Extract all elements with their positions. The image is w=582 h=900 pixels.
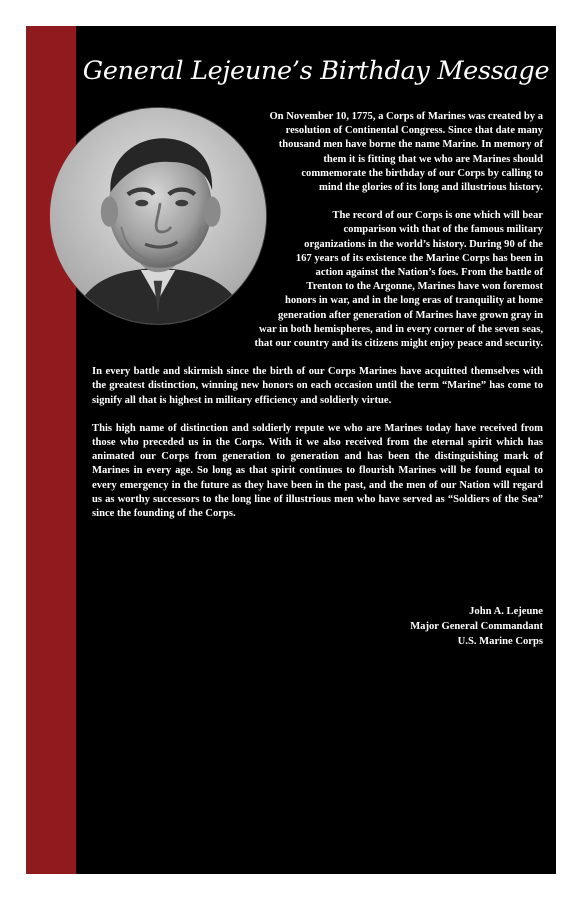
paragraph-4: This high name of distinction and soldierly repute we who are Marines today have received from those who preceded us in the Corps. With it we also received from the eternal spirit which has animated our Corps from generation to generation and has been the distinguishing mark of Marines in every age. So long as that spirit continues to flourish Marines will be found equal to every emergency in the future as they have been in the past, and the men of our Nation will regard us as worthy successors to the long line of illustrious men who have served as “Soldiers of the Sea” since the founding of the Corps. [92, 422, 543, 520]
signature-rank: Major General Commandant [410, 621, 543, 632]
signature-block [410, 604, 543, 649]
page-title: General Lejeune’s Birthday Message [82, 56, 550, 86]
signature-organization: U.S. Marine Corps [457, 636, 543, 647]
paragraph-2: The record of our Corps is one which will bear comparison with that of the famous military organizations in the world’s history. During 90 of the 167 years of its existence the Marine Corps has been in action against the Nation’s foes. From the battle of Trenton to the Argonne, Marines have won foremost honors in war, and in the long eras of tranquility at home generation after generation of Marines have grown gray in war in both hemispheres, and in every corner of the seven seas, that our country and its citizens might enjoy peace and security. [254, 210, 543, 350]
paragraph-3: In every battle and skirmish since the birth of our Corps Marines have acquitted themselves with the greatest distinction, winning new honors on each occasion until the term “Marine” has come to signify all that is highest in military efficiency and soldierly virtue. [92, 366, 543, 406]
paragraph-1: On November 10, 1775, a Corps of Marines was created by a resolution of Continental Congress. Since that date many thousand men have borne the name Marine. In memory of them it is fitting that we who are Marines should commemorate the birthday of our Corps by calling to mind the glories of its long and illustrious history. [269, 111, 543, 194]
poster [26, 26, 556, 874]
portrait-wrap [92, 110, 324, 348]
portrait-photo-icon [50, 108, 266, 324]
message-body [92, 110, 543, 535]
signature-name: John A. Lejeune [469, 606, 543, 617]
